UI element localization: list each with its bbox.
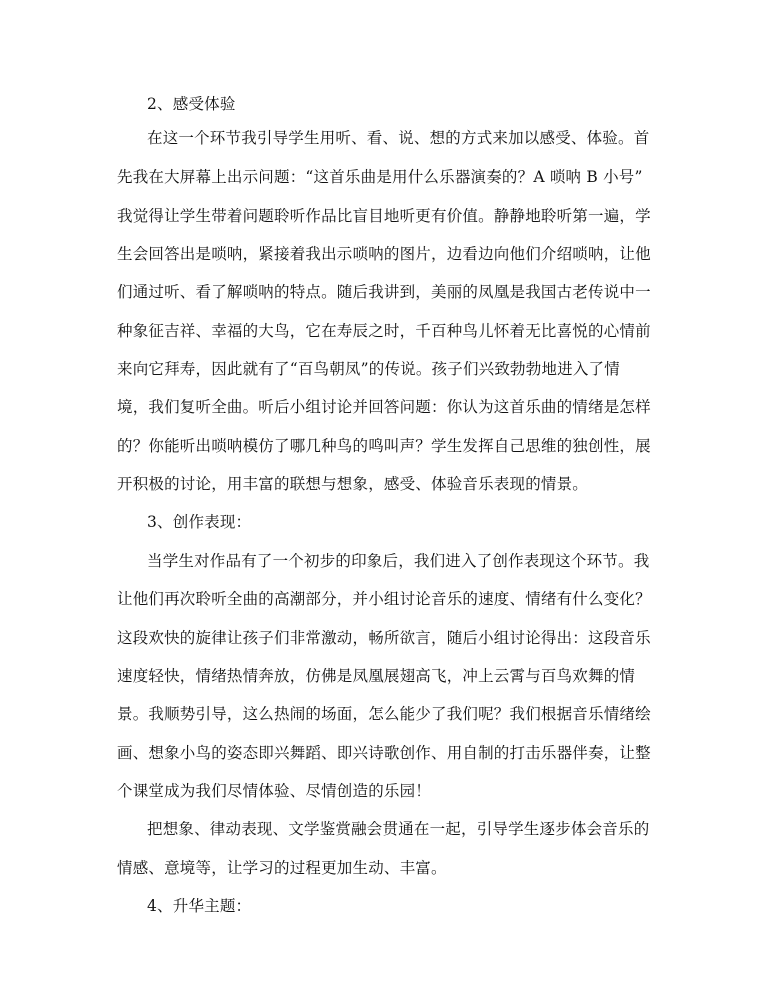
paragraph-line: 先我在大屏幕上出示问题：“这首乐曲是用什么乐器演奏的？A 唢呐 B 小号” (117, 168, 643, 186)
paragraph-line: 在这一个环节我引导学生用听、看、说、想的方式来加以感受、体验。首 (147, 129, 650, 147)
paragraph-line: 的？你能听出唢呐模仿了哪几种鸟的鸣叫声？学生发挥自己思维的独创性，展 (117, 437, 651, 455)
paragraph-line: 我觉得让学生带着问题聆听作品比盲目地听更有价值。静静地聆听第一遍，学 (117, 207, 651, 225)
paragraph-line: 把想象、律动表现、文学鉴赏融会贯通在一起，引导学生逐步体会音乐的 (147, 820, 650, 838)
section-heading-2: 2、感受体验 (147, 95, 236, 113)
paragraph-line: 开积极的讨论，用丰富的联想与想象，感受、体验音乐表现的情景。 (117, 475, 589, 493)
paragraph-line: 景。我顺势引导，这么热闹的场面，怎么能少了我们呢？我们根据音乐情绪绘 (117, 705, 651, 723)
paragraph-line: 当学生对作品有了一个初步的印象后，我们进入了创作表现这个环节。我 (147, 552, 650, 570)
paragraph-line: 画、想象小鸟的姿态即兴舞蹈、即兴诗歌创作、用自制的打击乐器伴奏，让整 (117, 744, 651, 762)
paragraph-line: 个课堂成为我们尽情体验、尽情创造的乐园！ (117, 782, 432, 800)
paragraph-line: 让他们再次聆听全曲的高潮部分，并小组讨论音乐的速度、情绪有什么变化？ (117, 590, 651, 608)
paragraph-line: 种象征吉祥、幸福的大鸟，它在寿辰之时，千百种鸟儿怀着无比喜悦的心情前 (117, 322, 651, 340)
paragraph-line: 来向它拜寿，因此就有了“百鸟朝凤”的传说。孩子们兴致勃勃地进入了情 (117, 360, 620, 378)
paragraph-line: 生会回答出是唢呐，紧接着我出示唢呐的图片，边看边向他们介绍唢呐，让他 (117, 245, 651, 263)
section-heading-4: 4、升华主题： (147, 897, 252, 915)
paragraph-line: 情感、意境等，让学习的过程更加生动、丰富。 (117, 859, 447, 877)
paragraph-line: 速度轻快，情绪热情奔放，仿佛是凤凰展翅高飞，冲上云霄与百鸟欢舞的情 (117, 667, 636, 685)
paragraph-line: 这段欢快的旋律让孩子们非常激动，畅所欲言，随后小组讨论得出：这段音乐 (117, 629, 651, 647)
paragraph-line: 境，我们复听全曲。听后小组讨论并回答问题：你认为这首乐曲的情绪是怎样 (117, 398, 651, 416)
section-heading-3: 3、创作表现： (147, 513, 252, 531)
paragraph-line: 们通过听、看了解唢呐的特点。随后我讲到，美丽的凤凰是我国古老传说中一 (117, 283, 651, 301)
